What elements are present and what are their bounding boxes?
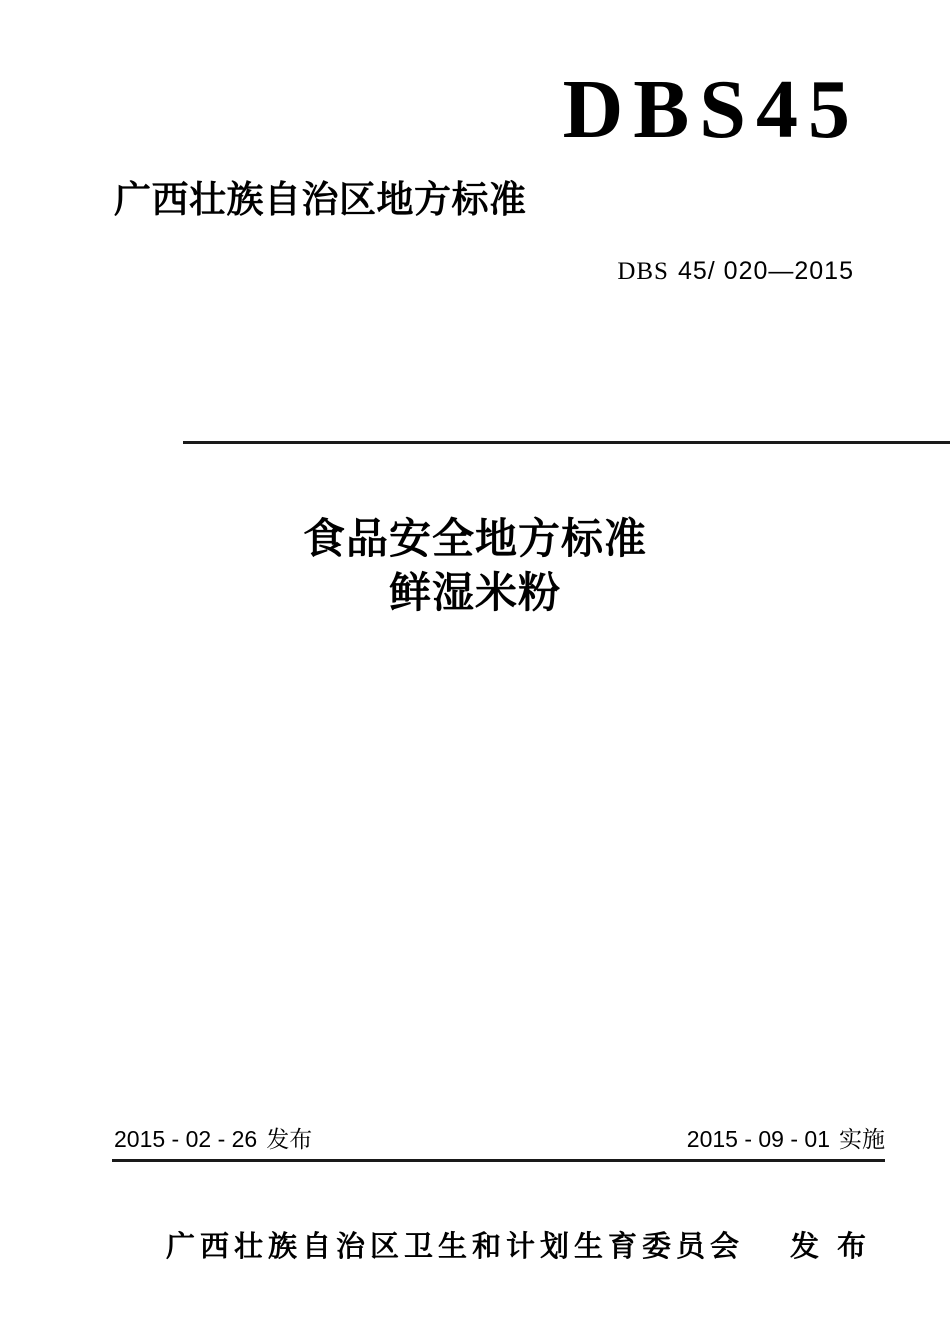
document-title-line1: 食品安全地方标准 bbox=[302, 515, 647, 562]
standard-number bbox=[617, 256, 854, 287]
document-title-line2: 鲜湿米粉 bbox=[388, 569, 561, 616]
publish-label: 发布 bbox=[790, 1231, 885, 1263]
document-title bbox=[0, 512, 950, 620]
publisher-name: 广西壮族自治区卫生和计划生育委员会 bbox=[166, 1231, 745, 1263]
implement-label: 实施 bbox=[839, 1126, 885, 1152]
dates-row bbox=[114, 1121, 885, 1154]
header-rule bbox=[183, 441, 950, 444]
standard-code-large: DBS45 bbox=[562, 63, 860, 156]
issue-date-group bbox=[114, 1121, 312, 1154]
standard-number-prefix: DBS bbox=[617, 258, 669, 285]
issue-date: 2015 - 02 - 26 bbox=[114, 1126, 258, 1152]
standard-number-body: 45/ 020—2015 bbox=[677, 257, 854, 285]
footer-rule bbox=[112, 1159, 885, 1162]
implement-date: 2015 - 09 - 01 bbox=[686, 1126, 830, 1152]
standard-type-heading: 广西壮族自治区地方标准 bbox=[114, 179, 527, 220]
issue-label: 发布 bbox=[266, 1126, 313, 1152]
publisher-row bbox=[166, 1224, 885, 1265]
implement-date-group bbox=[687, 1121, 885, 1154]
